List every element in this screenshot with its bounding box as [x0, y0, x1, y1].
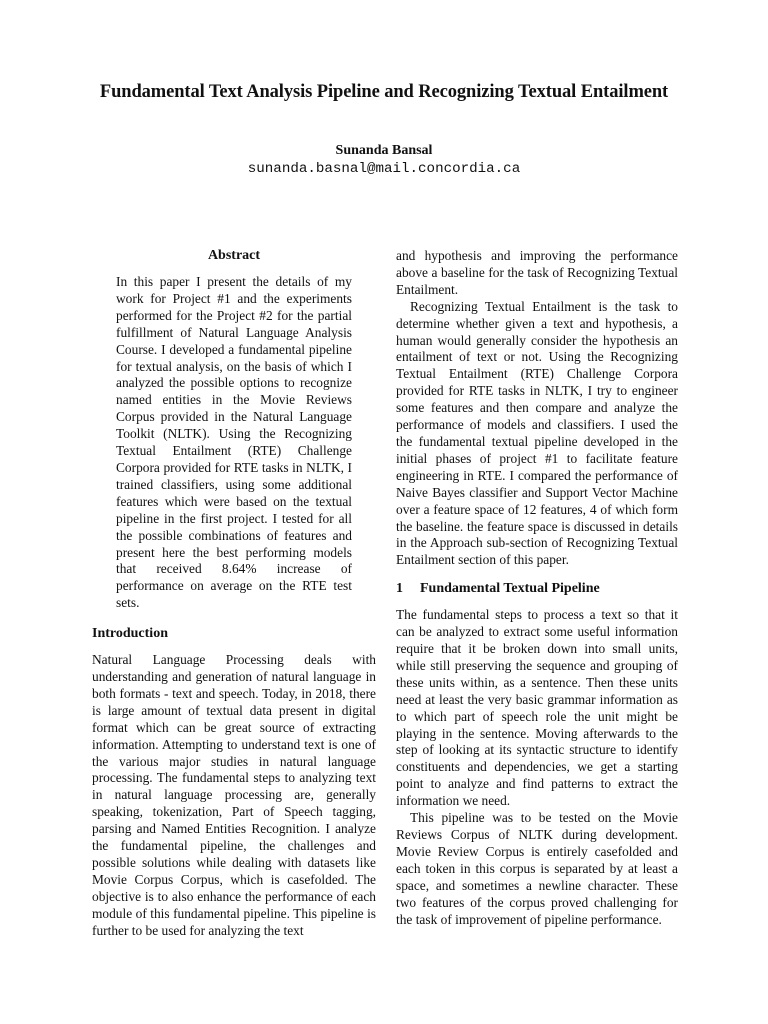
introduction-paragraph-2: Recognizing Textual Entailment is the task to determine whether given a text and hypothesis, a human would generally consider the hypothesis an entailment of text or not. Using the Recognizing Textual Entailment (RTE) Challenge Corpora provided for RTE tasks in NLTK, I try to engineer some features and then compare and analyze the performance of models and classifiers. I used the the fundamental textual pipeline developed in the initial phases of project #1 to facilitate feature engineering in RTE. I compared the performance of Naive Bayes classifier and Support Vector Machine over a feature space of 12 features, 4 of which form the baseline. the feature space is discussed in details in the Approach sub-section of Recognizing Textual Entailment section of this paper. — [396, 298, 678, 568]
author-name: Sunanda Bansal — [335, 143, 433, 158]
introduction-paragraph: Natural Language Processing deals with understanding and generation of natural language in both formats - text and speech. Today, in 2018, there is large amount of textual data present in digital format which can be great source of extracting information. Attempting to understand text is one of the various major studies in natural language processing. The fundamental steps to analyzing text in natural language processing are, generally speaking, tokenization, Part of Speech tagging, parsing and Named Entities Recognition. I analyze the fundamental pipeline, the challenges and possible solutions while dealing with datasets like Movie Corpus Corpus, which is casefolded. The objective is to also enhance the performance of each module of this fundamental pipeline. This pipeline is further to be used for analyzing the text — [92, 652, 376, 938]
abstract-heading: Abstract — [207, 248, 261, 263]
section-1-title: Fundamental Textual Pipeline — [420, 581, 600, 597]
abstract-text: In this paper I present the details of my work for Project #1 and the experiments performed for the Project #2 for the partial fulfillment of Natural Language Analysis Course. I developed a fundamental pipeline for textual analysis, on the basis of which I analyzed the possible options to recognize named entities in the Movie Reviews Corpus provided in the Natural Language Toolkit (NLTK). Using the Recognizing Textual Entailment (RTE) Challenge Corpora provided for RTE tasks in NLTK, I trained classifiers, using some additional features which were based on the textual pipeline in the first project. I tested for all the possible combinations of features and present here the best performing models that received 8.64% increase of performance on average on the RTE test sets. — [116, 274, 352, 611]
section-1-heading — [396, 581, 678, 597]
right-column — [396, 248, 678, 928]
section-1-paragraph-1: The fundamental steps to process a text so that it can be analyzed to extract some useful information require that it be broken down into small units, while still preserving the sequence and grouping of these units within, as a sentence. Then these units need at least the very basic grammar information as to which part of speech role the unit might be playing in the sentence. Moving afterwards to the step of looking at its syntactic structure to identify constituents and dependencies, we get a starting point to analyze and find patterns to extract the information we need. — [396, 607, 678, 809]
section-1-paragraph-2: This pipeline was to be tested on the Movie Reviews Corpus of NLTK during development. Movie Review Corpus is entirely casefolded and each token in this corpus is separated by at least a space, and sometimes a newline character. These two features of the corpus proved challenging for the task of improvement of pipeline performance. — [396, 810, 678, 927]
introduction-heading: Introduction — [92, 626, 168, 642]
paper-title: Fundamental Text Analysis Pipeline and Recognizing Textual Entailment — [99, 82, 669, 102]
introduction-continuation: and hypothesis and improving the performance above a baseline for the task of Recognizing Textual Entailment. — [396, 248, 678, 297]
author-email: sunanda.basnal@mail.concordia.ca — [247, 161, 521, 177]
section-1-number: 1 — [396, 581, 403, 597]
left-column — [92, 248, 376, 940]
